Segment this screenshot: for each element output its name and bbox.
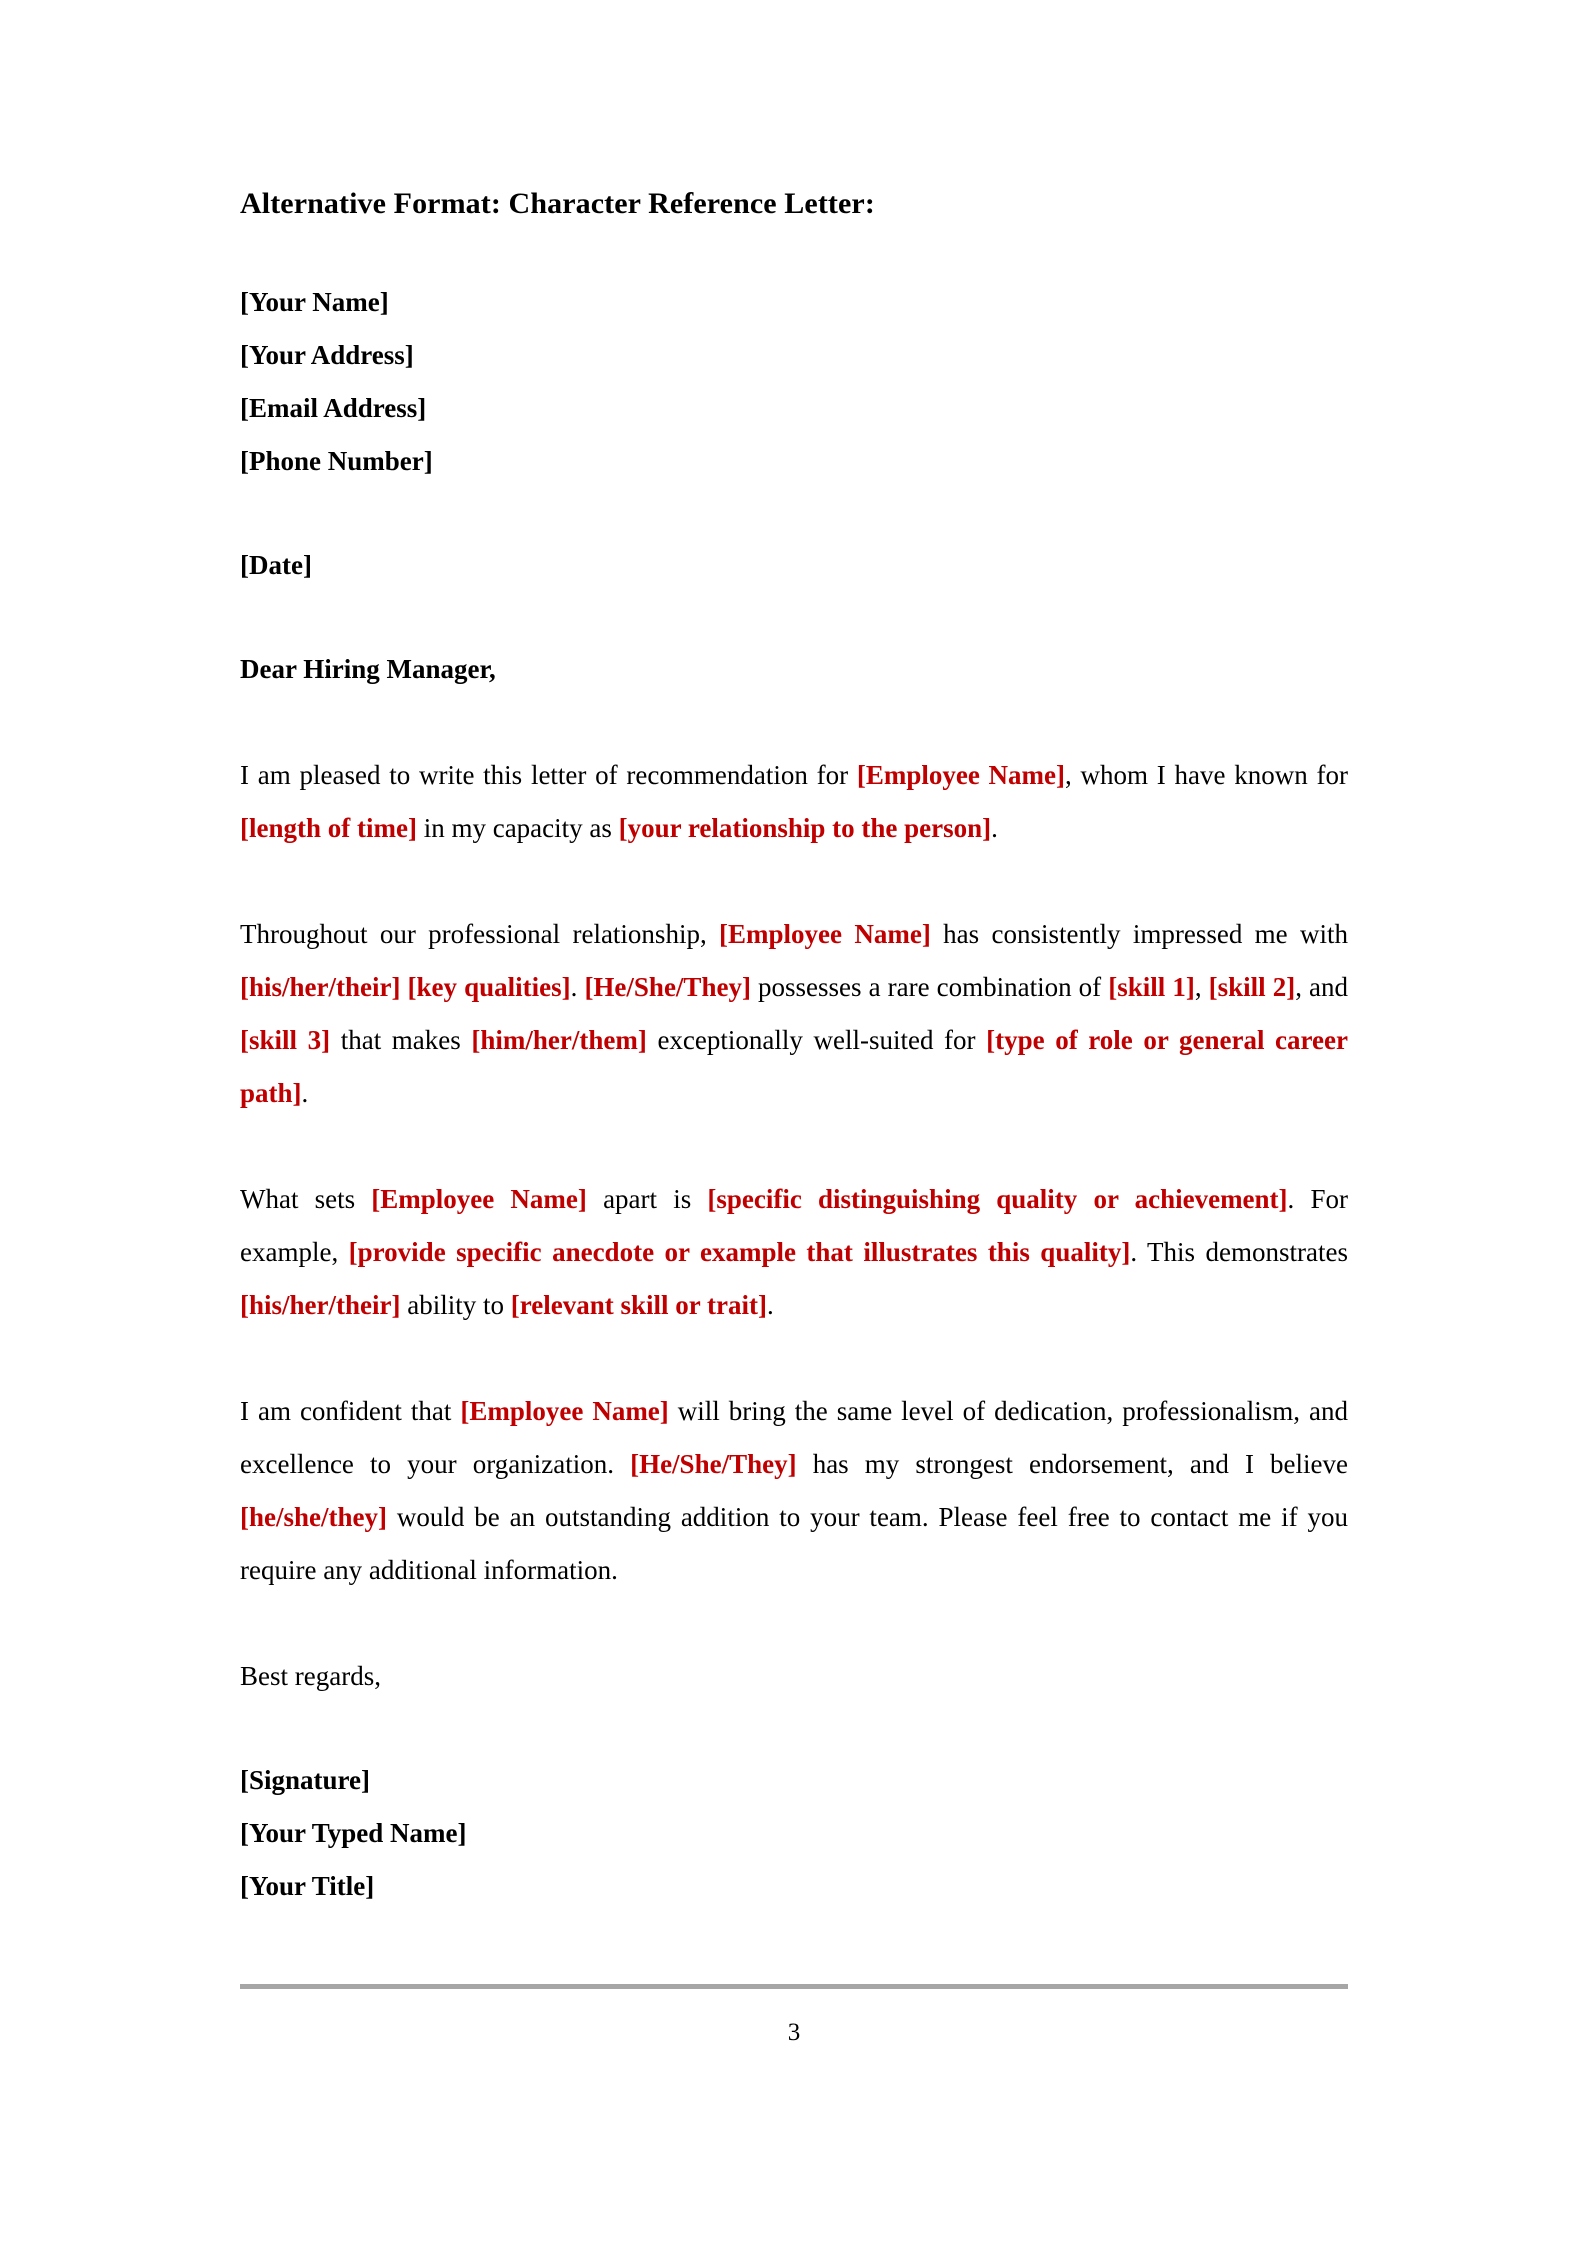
body-text-run: in my capacity as	[416, 813, 619, 843]
placeholder-token: [Employee Name]	[371, 1184, 587, 1214]
body-paragraph-4	[240, 1385, 1348, 1597]
body-text-run: . For example,	[240, 1184, 1348, 1267]
placeholder-token: [specific distinguishing quality or achievement]	[707, 1184, 1288, 1214]
sender-header-block	[240, 276, 1348, 488]
placeholder-token: [he/she/they]	[240, 1502, 387, 1532]
title-line: [Your Title]	[240, 1871, 375, 1901]
placeholder-token: [length of time]	[240, 813, 417, 843]
body-text-run: .	[301, 1078, 309, 1108]
body-text-run: . This demonstrates	[1130, 1237, 1348, 1267]
placeholder-token: [your relationship to the person]	[618, 813, 992, 843]
placeholder-token: [Employee Name]	[719, 919, 931, 949]
signature-placeholder-line: [Signature]	[240, 1765, 371, 1795]
document-body	[240, 186, 1348, 1913]
body-text-run: apart is	[586, 1184, 708, 1214]
placeholder-token: [He/She/They]	[584, 972, 751, 1002]
placeholder-token: [skill 1]	[1108, 972, 1195, 1002]
page-title: Alternative Format: Character Reference Letter:	[240, 187, 875, 220]
body-text-run: exceptionally well-suited for	[646, 1025, 987, 1055]
salutation-line: Dear Hiring Manager,	[240, 654, 496, 684]
body-text-run: What sets	[240, 1184, 372, 1214]
placeholder-token: [Employee Name]	[460, 1396, 669, 1426]
spacer	[240, 1120, 1348, 1173]
body-text-run: that makes	[330, 1025, 472, 1055]
sender-name-line: [Your Name]	[240, 287, 389, 317]
placeholder-token: [skill 3]	[240, 1025, 331, 1055]
body-text-run: has my strongest endorsement, and I believe	[796, 1449, 1349, 1479]
body-text-run: I am pleased to write this letter of recommendation for	[240, 760, 857, 790]
sender-address-line: [Your Address]	[240, 340, 414, 370]
body-text-run: , and	[1295, 972, 1349, 1002]
placeholder-token: [his/her/their] [key qualities]	[240, 972, 571, 1002]
body-text-run: possesses a rare combination of	[750, 972, 1109, 1002]
body-text-run: would be an outstanding addition to your team. Please feel free to contact me if you require any additional information.	[240, 1502, 1348, 1585]
closing-line: Best regards,	[240, 1661, 381, 1691]
body-text-run: Throughout our professional relationship,	[240, 919, 720, 949]
body-paragraph-3	[240, 1173, 1348, 1332]
body-paragraph-1	[240, 749, 1348, 855]
spacer	[240, 1597, 1348, 1650]
date-line: [Date]	[240, 550, 312, 580]
spacer	[240, 696, 1348, 749]
body-text-run: has consistently impressed me with	[930, 919, 1348, 949]
body-text-run: , whom I have known for	[1065, 760, 1348, 790]
spacer	[240, 1332, 1348, 1385]
placeholder-token: [Employee Name]	[856, 760, 1066, 790]
placeholder-token: [provide specific anecdote or example that illustrates this quality]	[348, 1237, 1131, 1267]
body-text-run: ,	[1194, 972, 1209, 1002]
sender-email-line: [Email Address]	[240, 393, 427, 423]
placeholder-token: [relevant skill or trait]	[510, 1290, 767, 1320]
body-text-run: .	[570, 972, 585, 1002]
spacer	[240, 855, 1348, 908]
body-text-run: .	[766, 1290, 774, 1320]
body-text-run: will bring the same level of dedication, professionalism, and excellence to your organization.	[240, 1396, 1348, 1479]
sender-phone-line: [Phone Number]	[240, 446, 433, 476]
signature-block	[240, 1754, 1348, 1913]
body-text-run: ability to	[400, 1290, 511, 1320]
placeholder-token: [type of role or general career path]	[240, 1025, 1348, 1108]
placeholder-token: [his/her/their]	[240, 1290, 401, 1320]
body-text-run: .	[991, 813, 998, 843]
body-paragraph-2	[240, 908, 1348, 1120]
placeholder-token: [skill 2]	[1208, 972, 1296, 1002]
typed-name-line: [Your Typed Name]	[240, 1818, 467, 1848]
placeholder-token: [him/her/them]	[471, 1025, 647, 1055]
body-text-run: I am confident that	[240, 1396, 461, 1426]
placeholder-token: [He/She/They]	[630, 1449, 797, 1479]
footer-divider	[240, 1984, 1348, 1989]
page-number: 3	[787, 2019, 801, 2046]
